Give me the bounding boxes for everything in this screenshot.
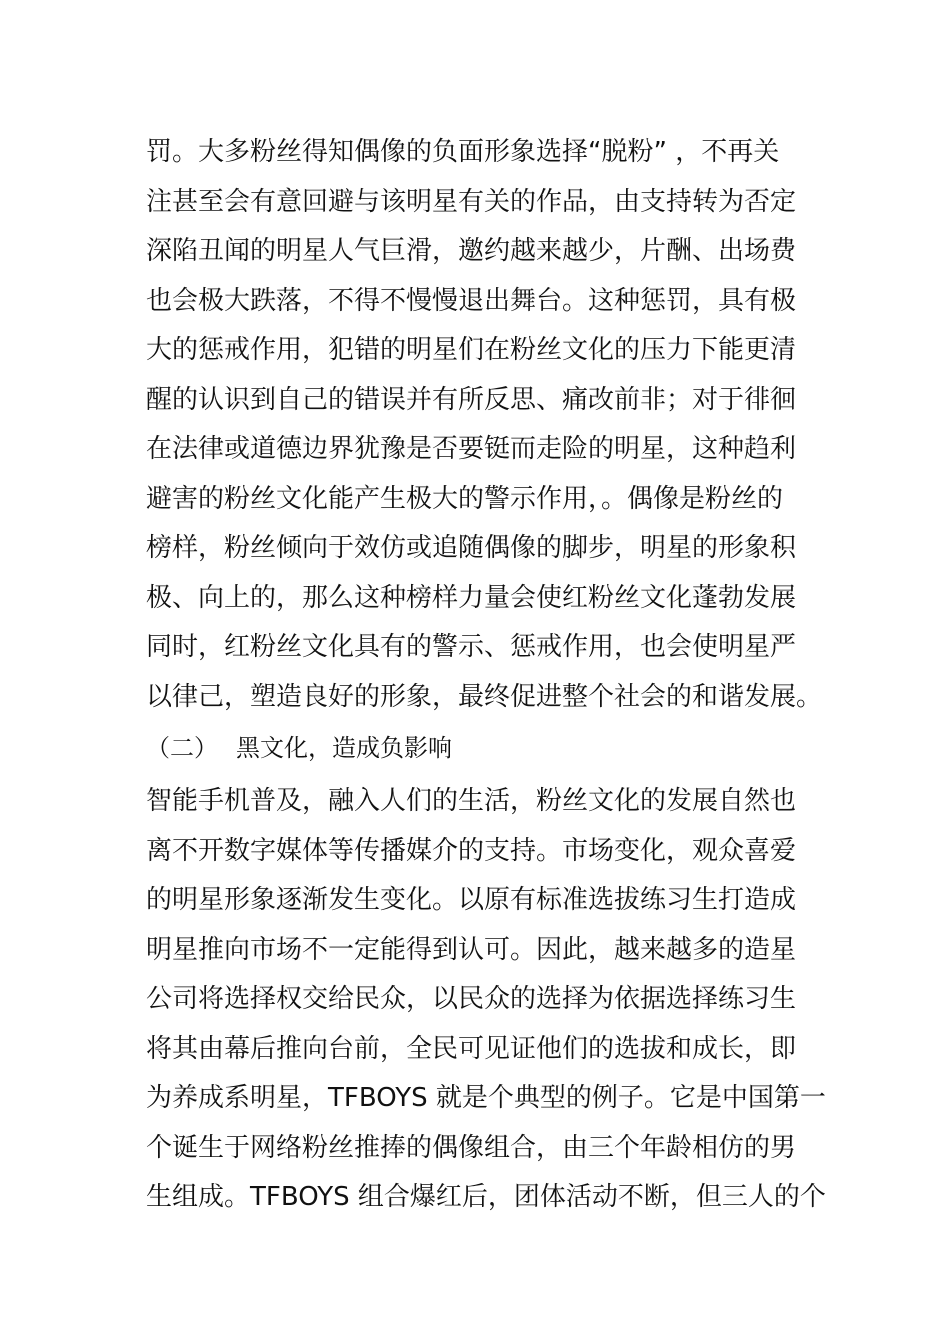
text-line: 也会极大跌落，不得不慢慢退出舞台。这种惩罚，具有极 — [146, 285, 797, 316]
text-line: 智能手机普及，融入人们的生活，粉丝文化的发展自然也 — [146, 786, 797, 816]
section-heading — [146, 723, 452, 773]
text-line: 榜样，粉丝倾向于效仿或追随偶像的脚步，明星的形象积 — [146, 533, 797, 563]
text-line: 为养成系明星，TFBOYS 就是个典型的例子。它是中国第一 — [146, 1083, 826, 1113]
text-line: 醒的认识到自己的错误并有所反思、痛改前非；对于徘徊 — [146, 384, 797, 415]
text-line: 注甚至会有意回避与该明星有关的作品，由支持转为否定 — [146, 186, 797, 217]
text-line: 同时，红粉丝文化具有的警示、惩戒作用，也会使明星严 — [146, 632, 797, 662]
text-line: 生组成。TFBOYS 组合爆红后，团体活动不断，但三人的个 — [146, 1182, 826, 1212]
text-line: 个诞生于网络粉丝推捧的偶像组合，由三个年龄相仿的男 — [146, 1132, 797, 1163]
text-line: 公司将选择权交给民众，以民众的选择为依据选择练习生 — [146, 984, 797, 1014]
text-line: 避害的粉丝文化能产生极大的警示作用，。偶像是粉丝的 — [146, 483, 784, 514]
paragraph-continued — [146, 128, 823, 722]
text-line: 明星推向市场不一定能得到认可。因此，越来越多的造星 — [146, 934, 797, 965]
text-line: 极、向上的，那么这种榜样力量会使红粉丝文化蓬勃发展 — [146, 582, 797, 613]
section-title: 黑文化，造成负影响 — [236, 734, 452, 762]
text-line: 将其由幕后推向台前，全民可见证他们的选拔和成长，即 — [146, 1033, 797, 1064]
paragraph — [146, 777, 826, 1223]
text-line: 离不开数字媒体等传播媒介的支持。市场变化，观众喜爱 — [146, 835, 797, 866]
section-number: （二） — [146, 734, 218, 762]
text-line: 罚。大多粉丝得知偶像的负面形象选择“脱粉” ，不再关 — [146, 137, 780, 167]
text-line: 在法律或道德边界犹豫是否要铤而走险的明星，这种趋利 — [146, 434, 797, 464]
text-line: 以律己，塑造良好的形象，最终促进整个社会的和谐发展。 — [146, 681, 823, 712]
text-line: 大的惩戒作用，犯错的明星们在粉丝文化的压力下能更清 — [146, 335, 797, 365]
text-line: 的明星形象逐渐发生变化。以原有标准选拔练习生打造成 — [146, 885, 797, 915]
text-line: 深陷丑闻的明星人气巨滑，邀约越来越少，片酬、出场费 — [146, 236, 797, 266]
